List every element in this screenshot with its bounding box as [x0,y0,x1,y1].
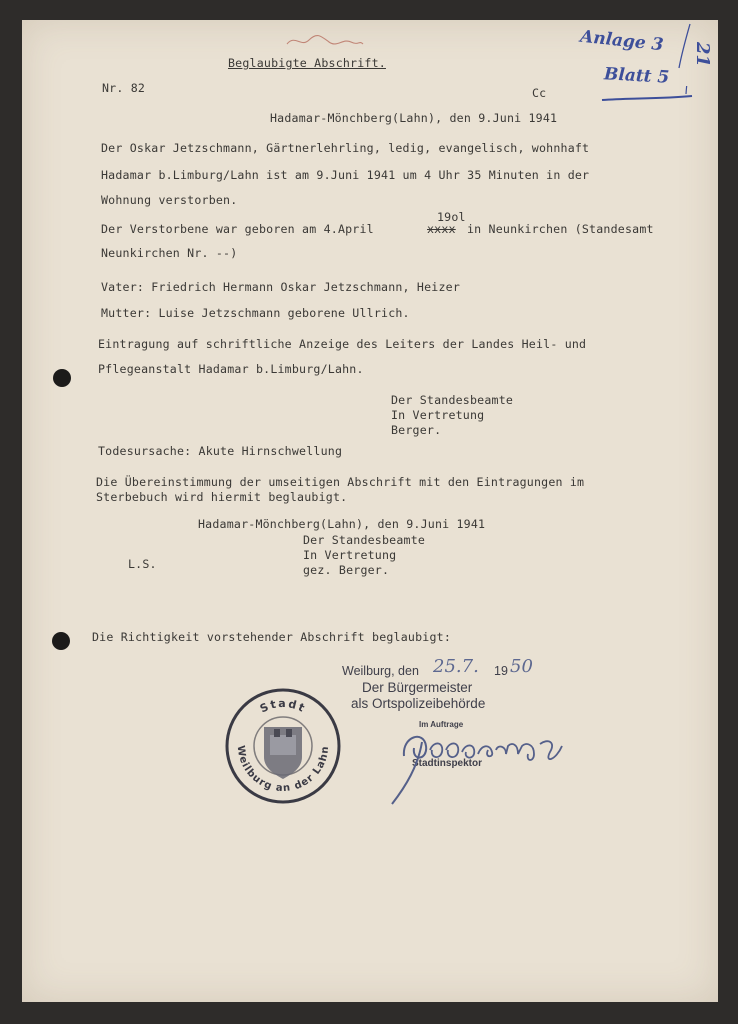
registrar-line-2: In Vertretung [391,408,485,422]
annotation-line-2: Blatt 5 [603,64,670,88]
punch-hole-top [53,369,71,387]
stamp-year-prefix: 19 [494,664,508,678]
certification-sig-1: Der Standesbeamte [303,533,426,547]
document-number: Nr. 82 [102,81,146,95]
cc-mark: Cc [532,86,547,100]
struck-year: xxxx [427,222,456,236]
final-certification: Die Richtigkeit vorstehender Abschrift beglaubigt: [92,630,452,644]
annotation-slash [676,22,692,70]
father-line: Vater: Friedrich Hermann Oskar Jetzschmann, Heizer [101,280,461,294]
body-line-4-end: in Neunkirchen (Standesamt [467,222,654,236]
certification-sig-2: In Vertretung [303,548,397,562]
body-line-1: Der Oskar Jetzschmann, Gärtnerlehrling, ledig, evangelisch, wohnhaft [101,141,590,155]
certification-line-1: Die Übereinstimmung der umseitigen Abschrift mit den Eintragungen im [96,475,585,489]
mother-line: Mutter: Luise Jetzschmann geborene Ullrich. [101,306,410,320]
registrar-line-1: Der Standesbeamte [391,393,514,407]
seal-bottom-text: Weilburg an der Lahn [234,744,332,795]
body-line-3: Wohnung verstorben. [101,193,238,207]
annotation-underline [600,86,696,104]
svg-text:Stadt [258,697,308,716]
stamp-authority: als Ortspolizeibehörde [351,696,486,711]
certification-line-2: Sterbebuch wird hiermit beglaubigt. [96,490,348,504]
certification-sig-3: gez. Berger. [303,563,390,577]
inspector-signature [384,716,584,806]
body-line-2: Hadamar b.Limburg/Lahn ist am 9.Juni 1941 um 4 Uhr 35 Minuten in der [101,168,590,182]
stamp-inspector: Stadtinspektor [412,758,483,769]
stamp-im-auftrage: Im Auftrage [419,720,464,729]
certification-place-date: Hadamar-Mönchberg(Lahn), den 9.Juni 1941 [198,517,486,531]
locus-sigilli: L.S. [128,557,157,571]
city-seal [224,687,342,805]
stamp-date-handwritten: 25.7. [433,656,479,677]
punch-hole-bottom [52,632,70,650]
seal-top-text: Stadt [257,696,309,716]
entry-line-2: Pflegeanstalt Hadamar b.Limburg/Lahn. [98,362,364,376]
annotation-number: 21 [692,41,714,68]
cause-of-death: Todesursache: Akute Hirnschwellung [98,444,343,458]
stamp-place: Weilburg, den [342,664,419,678]
pencil-scribble [285,32,365,50]
registrar-line-3: Berger. [391,423,442,437]
body-line-4-start: Der Verstorbene war geboren am 4.April [101,222,374,236]
birth-year-correction: 19ol [437,210,466,224]
stamp-mayor: Der Bürgermeister [362,680,473,695]
annotation-line-1: Anlage 3 [579,26,665,56]
stamp-year-handwritten: 50 [510,656,533,677]
document-title: Beglaubigte Abschrift. [228,56,386,70]
place-date-line: Hadamar-Mönchberg(Lahn), den 9.Juni 1941 [270,111,558,125]
entry-line-1: Eintragung auf schriftliche Anzeige des Leiters der Landes Heil- und [98,337,587,351]
body-line-5: Neunkirchen Nr. --) [101,246,238,260]
